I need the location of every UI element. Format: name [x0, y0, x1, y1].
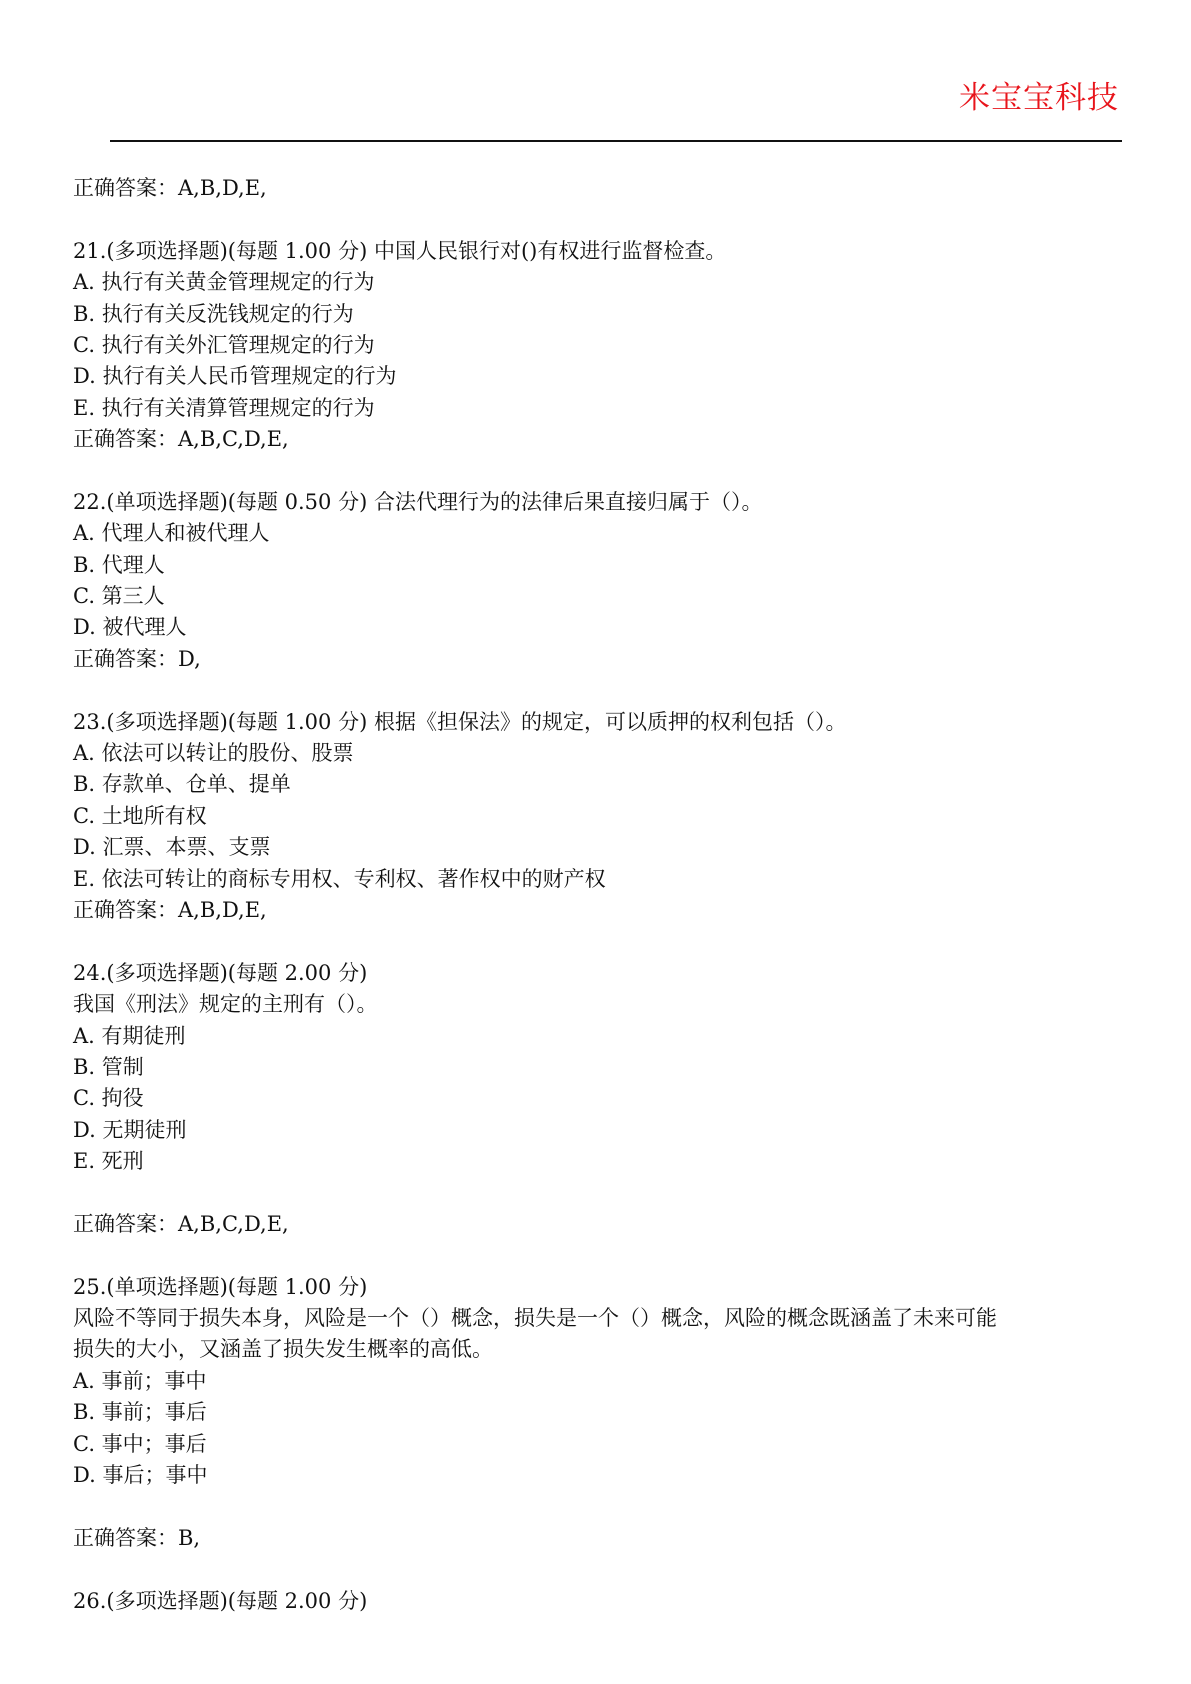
question-block [73, 1586, 1133, 1617]
option-item: B. 代理人 [73, 552, 165, 577]
option-item: A. 有期徒刑 [73, 1023, 186, 1048]
question-block [73, 1272, 1133, 1555]
option-item: D. 执行有关人民币管理规定的行为 [73, 364, 397, 389]
answer-line: 正确答案：D, [73, 646, 201, 671]
question-heading: 24.(多项选择题)(每题 2.00 分) [73, 960, 368, 985]
spacer [73, 456, 1133, 487]
question-block [73, 958, 1133, 1241]
option-item: C. 拘役 [73, 1086, 144, 1111]
spacer [73, 1491, 1133, 1522]
option-item: D. 汇票、本票、支票 [73, 835, 271, 860]
question-block [73, 487, 1133, 675]
spacer [73, 1240, 1133, 1271]
option-item: D. 无期徒刑 [73, 1117, 187, 1142]
answer-line: 正确答案：A,B,D,E, [73, 897, 267, 922]
option-item: A. 执行有关黄金管理规定的行为 [73, 270, 375, 295]
spacer [73, 1554, 1133, 1585]
option-item: B. 事前；事后 [73, 1400, 207, 1425]
option-item: E. 依法可转让的商标专用权、专利权、著作权中的财产权 [73, 866, 606, 891]
question-heading: 22.(单项选择题)(每题 0.50 分) 合法代理行为的法律后果直接归属于（）。 [73, 489, 763, 514]
spacer [73, 1178, 1133, 1209]
option-item: A. 依法可以转让的股份、股票 [73, 741, 354, 766]
option-item: C. 执行有关外汇管理规定的行为 [73, 332, 375, 357]
header-divider [110, 140, 1122, 142]
answer-line: 正确答案：B, [73, 1525, 201, 1550]
answer-line: 正确答案：A,B,C,D,E, [73, 1211, 289, 1236]
question-heading: 26.(多项选择题)(每题 2.00 分) [73, 1588, 368, 1613]
option-item: C. 第三人 [73, 584, 165, 609]
question-block [73, 707, 1133, 927]
question-block [73, 236, 1133, 456]
option-item: B. 存款单、仓单、提单 [73, 772, 291, 797]
question-stem: 损失的大小，又涵盖了损失发生概率的高低。 [73, 1337, 493, 1362]
option-item: A. 代理人和被代理人 [73, 521, 270, 546]
question-heading: 23.(多项选择题)(每题 1.00 分) 根据《担保法》的规定，可以质押的权利包括（）。 [73, 709, 847, 734]
question-stem: 风险不等同于损失本身，风险是一个（）概念，损失是一个（）概念，风险的概念既涵盖了未来可能 [73, 1306, 997, 1331]
option-item: B. 管制 [73, 1054, 144, 1079]
option-item: A. 事前；事中 [73, 1368, 207, 1393]
question-heading: 21.(多项选择题)(每题 1.00 分) 中国人民银行对()有权进行监督检查。 [73, 238, 727, 263]
option-item: D. 事后；事中 [73, 1463, 208, 1488]
brand-logo-text: 米宝宝科技 [959, 80, 1119, 116]
spacer [73, 675, 1133, 706]
spacer [73, 204, 1133, 235]
answer-line: 正确答案：A,B,C,D,E, [73, 427, 289, 452]
option-item: C. 土地所有权 [73, 803, 207, 828]
answer-line: 正确答案：A,B,D,E, [73, 176, 267, 200]
option-item: C. 事中；事后 [73, 1431, 207, 1456]
question-stem: 我国《刑法》规定的主刑有（）。 [73, 992, 378, 1017]
option-item: D. 被代理人 [73, 615, 187, 640]
option-item: E. 执行有关清算管理规定的行为 [73, 395, 375, 420]
document-body [73, 173, 1133, 1617]
spacer [73, 926, 1133, 957]
option-item: B. 执行有关反洗钱规定的行为 [73, 301, 354, 326]
option-item: E. 死刑 [73, 1149, 144, 1174]
question-heading: 25.(单项选择题)(每题 1.00 分) [73, 1274, 368, 1299]
